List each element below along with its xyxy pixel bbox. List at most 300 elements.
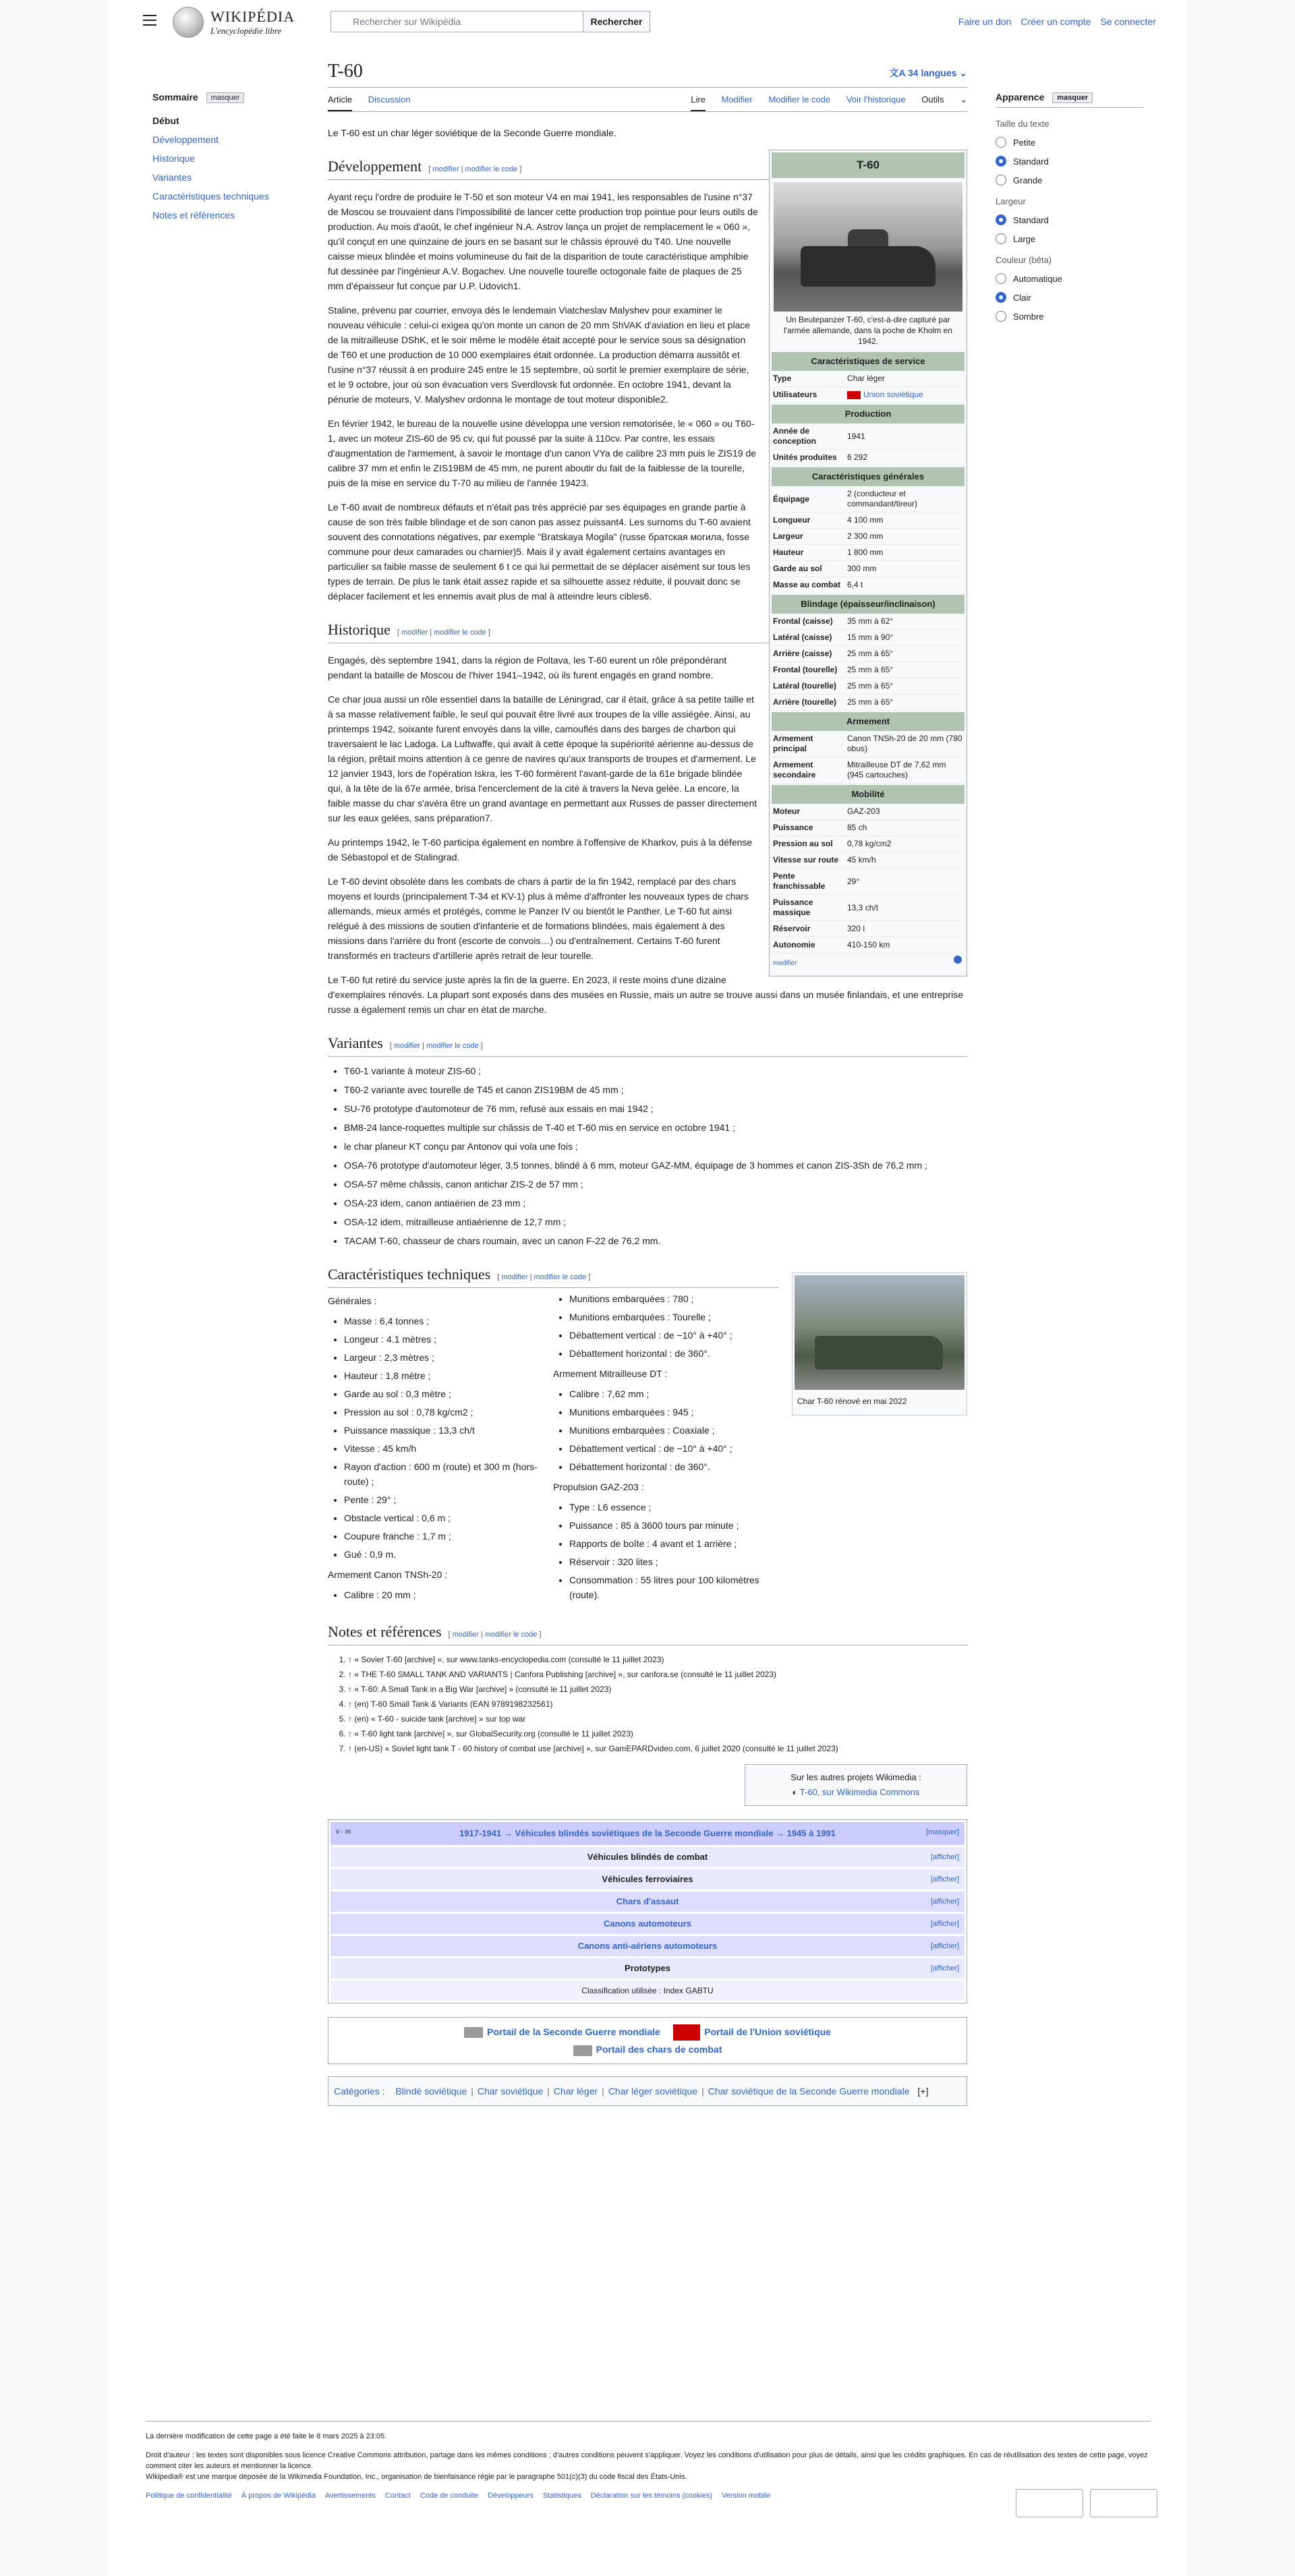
tech-col-1 [328, 1288, 553, 1606]
navbox-hide-button[interactable]: [masquer] [926, 1828, 959, 1836]
infobox-value: 2 300 mm [847, 531, 884, 541]
infobox-key: Hauteur [773, 548, 804, 557]
infobox-key: Pente franchissable [773, 871, 826, 891]
tech-mg-list [569, 1386, 778, 1474]
tech-item: • Obstacle vertical : 0,6 m ; [344, 1511, 553, 1525]
section-heading-var [328, 1036, 967, 1057]
tech-item: • Munitions embarquées : 780 ; [569, 1291, 778, 1306]
navbox-row-label[interactable]: Canons automoteurs [603, 1919, 691, 1929]
tech-item: • Largeur : 2,3 mètres ; [344, 1350, 553, 1365]
section-title-notes: Notes et références [328, 1623, 442, 1640]
navbox-row[interactable] [330, 1869, 965, 1890]
category-link[interactable]: Blindé soviétique [395, 2086, 467, 2097]
footer-links [146, 2490, 1151, 2501]
infobox-row [772, 695, 965, 711]
infobox-value: 410-150 km [847, 940, 890, 949]
appearance-option[interactable] [996, 214, 1144, 225]
toc-item-variantes[interactable]: Variantes [152, 172, 192, 183]
infobox-section-header: Mobilité [772, 785, 965, 804]
appearance-panel [996, 92, 1144, 322]
site-logo[interactable] [210, 8, 295, 36]
page [108, 0, 1187, 2576]
appearance-option-label: Clair [1013, 292, 1031, 303]
tech-item: • Puissance : 85 à 3600 tours par minute ; [569, 1518, 778, 1533]
footer-link[interactable]: Politique de confidentialité [146, 2492, 232, 2500]
tab-article[interactable]: Article [328, 94, 352, 111]
reference-item: 1. ↑ « Sovier T-60 [archive] », sur www.tanks-encyclopedia.com (consulté le 11 juillet 2023) [348, 1652, 967, 1667]
edit-source-link[interactable]: modifier le code [534, 1273, 587, 1281]
category-link[interactable]: Char léger soviétique [608, 2086, 698, 2097]
infobox-value: 35 mm à 62° [847, 616, 894, 626]
last-modified: La dernière modification de cette page a été faite le 8 mars 2025 à 23:05. [146, 2432, 387, 2440]
infobox-row [772, 678, 965, 695]
navbox-row[interactable] [330, 1892, 965, 1912]
radio-button[interactable] [996, 214, 1006, 225]
infobox-value: Canon TNSh-20 de 20 mm (780 obus) [847, 734, 962, 753]
tech-item: • Réservoir : 320 lites ; [569, 1554, 778, 1569]
portal-ussr-link[interactable]: Portail de l'Union soviétique [704, 2026, 831, 2037]
infobox-value: 25 mm à 65° [847, 649, 894, 658]
intro-paragraph: Le T-60 est un char léger soviétique de la Seconde Guerre mondiale. [328, 127, 616, 138]
infobox-image[interactable] [774, 182, 962, 312]
navbox-row-label: Véhicules blindés de combat [587, 1852, 708, 1862]
footer-link[interactable]: Développeurs [488, 2492, 534, 2500]
tech-item: • Rapports de boîte : 4 avant et 1 arrière ; [569, 1536, 778, 1551]
footer-link[interactable]: Version mobile [722, 2492, 771, 2500]
infobox-row [772, 577, 965, 593]
appearance-option-label: Large [1013, 233, 1036, 244]
donate-link[interactable]: Faire un don [958, 16, 1012, 27]
edit-source-link[interactable]: modifier le code [434, 628, 486, 637]
page-title: T-60 [328, 61, 967, 88]
navbox-row-label: Prototypes [625, 1963, 670, 1973]
infobox-value: Mitrailleuse DT de 7,62 mm (945 cartouches) [847, 760, 946, 780]
tech-cannon-list-cont [569, 1291, 778, 1361]
toc-title: Sommaire [152, 92, 198, 103]
tech-item: • Masse : 6,4 tonnes ; [344, 1314, 553, 1328]
license-notice: Droit d'auteur : les textes sont disponibles sous licence Creative Commons attribution, partage dans les mêmes conditions ; d'autres conditions peuvent s'appliquer. Voyez les conditions d'utilisation pour plus de détails, ainsi que les crédits graphiques. En cas de réutilisation des textes de cette page, voyez comment citer les auteurs et mentionner la licence. [146, 2451, 1148, 2470]
footer-link[interactable]: Contact [384, 2492, 411, 2500]
footer-link[interactable]: Statistiques [542, 2492, 581, 2500]
appearance-option-label: Grande [1013, 175, 1043, 185]
trademark-notice: Wikipedia® est une marque déposée de la Wikimedia Foundation, Inc., organisation de bienfaisance régie par le paragraphe 501(c)(3) du code fiscal des États-Unis. [146, 2473, 687, 2481]
infobox-row [772, 757, 965, 784]
infobox-row [772, 921, 965, 937]
portals-box [328, 2017, 967, 2064]
infobox-value: 29° [847, 876, 860, 886]
tech-item: • Débattement vertical : de −10° à +40° ; [569, 1328, 778, 1343]
navbox-row-label[interactable]: Canons anti-aériens automoteurs [577, 1941, 718, 1951]
appearance-option[interactable] [996, 137, 1144, 148]
tech-item: • Débattement horizontal : de 360°. [569, 1459, 778, 1474]
infobox-row [772, 630, 965, 646]
tech-item: • Pente : 29° ; [344, 1492, 553, 1507]
navbox-vm[interactable]: v · m [336, 1828, 351, 1836]
hist-paragraph: Le T-60 devint obsolète dans les combats de chars à partir de la fin 1942, remplacé par des chars moyens et lourds (principalement T-34 et KV-1) plus à même d'affronter les nouveaux types de chars allemands, mieux armés et protégés, comme le Panzer IV ou bientôt le Panther. Le T-60 fut ainsi relégué à des missions de soutien d'infanterie et de formations blindées, mais également à des missions dans l'arrière du front (escorte de convois…) ou d'entraînement. Certains T-60 furent transformés en tracteurs d'artillerie après retrait de leur tourelle. [328, 876, 749, 961]
variant-item: • TACAM T-60, chasseur de chars roumain, avec un canon F-22 de 76,2 mm. [344, 1233, 967, 1248]
infobox-value: 85 ch [847, 823, 867, 832]
radio-button[interactable] [996, 292, 1006, 303]
appearance-option[interactable] [996, 311, 1144, 322]
infobox-key: Latéral (tourelle) [773, 681, 837, 691]
infobox-value: 1941 [847, 431, 865, 441]
navbox-row[interactable] [330, 1936, 965, 1956]
edit-source-link[interactable]: modifier le code [426, 1042, 479, 1050]
tech-item: • Débattement vertical : de −10° à +40° ; [569, 1441, 778, 1456]
section-edit-links: [ modifier | modifier le code ] [397, 628, 490, 637]
navbox-show-button[interactable]: [afficher] [931, 1875, 959, 1883]
user-links [952, 16, 1156, 27]
category-link[interactable]: Char soviétique de la Seconde Guerre mondiale [708, 2086, 910, 2097]
infobox-key: Pression au sol [773, 839, 833, 848]
infobox-key: Largeur [773, 531, 803, 541]
main-content [328, 61, 967, 2106]
infobox-row [772, 561, 965, 577]
site-header [108, 0, 1187, 45]
navbox-show-button[interactable]: [afficher] [931, 1920, 959, 1928]
infobox-section-header: Production [772, 405, 965, 423]
soviet-flag-icon [847, 391, 861, 399]
appearance-option-label: Standard [1013, 214, 1049, 225]
hist-paragraph: Au printemps 1942, le T-60 participa également en nombre à l'offensive de Kharkov, puis à la défense de Sébastopol et de Stalingrad. [328, 837, 753, 862]
tech-general-list [344, 1314, 553, 1562]
infobox-key: Arrière (caisse) [773, 649, 832, 658]
hist-paragraph: Engagés, dès septembre 1941, dans la région de Poltava, les T-60 eurent un rôle prépondérant pendant la bataille de Moscou de l'hiver 1941–1942, où ils furent engagés en grand nombre. [328, 655, 727, 680]
toc-item-historique[interactable]: Historique [152, 153, 196, 165]
infobox-value: 4 100 mm [847, 515, 884, 525]
reference-item: 5. ↑ (en) « T-60 - suicide tank [archive] » sur top war [348, 1711, 967, 1726]
portal-ww2-icon [464, 2027, 483, 2038]
footer-link[interactable]: Avertissements [324, 2492, 376, 2500]
language-count: 34 langues [908, 67, 957, 78]
references-list [348, 1652, 967, 1756]
tech-item: • Calibre : 20 mm ; [344, 1587, 553, 1602]
page-tabs [328, 88, 967, 112]
tech-item: • Pression au sol : 0,78 kg/cm2 ; [344, 1405, 553, 1419]
info-icon[interactable] [954, 956, 962, 964]
infobox-key: Armement principal [773, 734, 813, 753]
tech-item: • Vitesse : 45 km/h [344, 1441, 553, 1456]
tab-read[interactable]: Lire [691, 94, 706, 111]
tech-mg-head: Armement Mitrailleuse DT : [553, 1368, 668, 1379]
reference-item: 4. ↑ (en) T-60 Small Tank & Variants (EAN 9789198232561) [348, 1697, 967, 1711]
infobox-row [772, 529, 965, 545]
section-title-dev: Développement [328, 158, 422, 175]
infobox-key: Vitesse sur route [773, 855, 839, 865]
hist-paragraph: Le T-60 fut retiré du service juste après la fin de la guerre. En 2023, il reste moins d'une dizaine d'exemplaires rénovés. La plupart sont exposés dans des musées en Russie, mais un autre se trouve aussi dans un musée finlandais, et une entreprise russe a également remis un char en état de marche. [328, 974, 963, 1015]
variants-list [344, 1063, 967, 1248]
sister-projects-box [745, 1764, 967, 1806]
appearance-option-label: Sombre [1013, 311, 1044, 322]
variant-item: • BM8-24 lance-roquettes multiple sur châssis de T-40 et T-60 mis en service en octobre 1941 ; [344, 1120, 967, 1135]
categories-more-button[interactable]: [+] [917, 2086, 929, 2097]
edit-link[interactable]: modifier [393, 1042, 421, 1050]
edit-link[interactable]: modifier [401, 628, 428, 637]
tech-item: • Consommation : 55 litres pour 100 kilomètres (route). [569, 1573, 778, 1602]
reference-item: 2. ↑ « THE T-60 SMALL TANK AND VARIANTS | Canfora Publishing [archive] », sur canfora.se (consulté le 11 juillet 2023) [348, 1667, 967, 1682]
dev-paragraph: Ayant reçu l'ordre de produire le T-50 et son moteur V4 en mai 1941, les responsables de l'usine n°37 de Moscou se trouvaient dans l'impossibilité de lancer cette production trop pointue pour leurs outils de production. Au mois d'août, le chef ingénieur N.A. Astrov lança un projet de remplacement le « 060 », qu'il conçut en une quinzaine de jours en se basant sur le châssis éprouvé du T40. Une nouvelle caisse mieux blindée et moins volumineuse du fait de la disparition de toute caractéristique amphibie fut dessinée par l'ingénieur A.V. Bogachev. Une nouvelle tourelle octogonale faite de plaques de 25 mm d'épaisseur fut conçue par U.P. Udovich1. [328, 192, 758, 291]
navbox [328, 1819, 967, 2003]
variant-item: • le char planeur KT conçu par Antonov qui vola une fois ; [344, 1139, 967, 1154]
appearance-option[interactable] [996, 273, 1144, 284]
variant-item: • OSA-57 même châssis, canon antichar ZIS-2 de 57 mm ; [344, 1177, 967, 1192]
license-text [146, 2450, 1151, 2482]
variant-item: • T60-2 variante avec tourelle de T45 et canon ZIS19BM de 45 mm ; [344, 1082, 967, 1097]
infobox-key: Type [773, 374, 792, 383]
dev-paragraph: En février 1942, le bureau de la nouvelle usine développa une version remotorisée, le « 060 » ou T60-1, avec un moteur ZIS-60 de 95 cv, qui fut poussé par la suite à 110cv. Par contre, les essais d'augmentation de l'armement, à savoir le montage d'un canon VYa de calibre 23 mm puis le ZIS19 de calibre 37 mm et enfin le ZIS19BM de 45 mm, ne purent aboutir du fait de la faiblesse de la tourelle, puis de la mise en service du T-70 au milieu de l'année 19423. [328, 418, 757, 488]
navbox-show-button[interactable]: [afficher] [931, 1898, 959, 1906]
infobox-row [772, 804, 965, 820]
tech-item: • Munitions embarquées : 945 ; [569, 1405, 778, 1419]
infobox-value: 6,4 t [847, 580, 863, 589]
infobox-row [772, 836, 965, 852]
table-of-contents [152, 92, 287, 221]
tech-item: • Coupure franche : 1,7 m ; [344, 1529, 553, 1544]
infobox-row [772, 820, 965, 836]
infobox-value: GAZ-203 [847, 807, 880, 816]
tech-col-2 [553, 1288, 778, 1606]
infobox-row [772, 614, 965, 630]
appearance-option-label: Automatique [1013, 273, 1062, 284]
infobox-section-header: Caractéristiques générales [772, 467, 965, 486]
hist-paragraph: Ce char joua aussi un rôle essentiel dans la bataille de Léningrad, car il était, grâce à sa petite taille et à sa masse relativement faible, le seul qui pouvait être livré aux troupes de la ville assiégée. Ainsi, au printemps 1942, soixante furent envoyés dans la ville, camouflés dans des barges de charbon qui traversaient le lac Ladoga. La Luftwaffe, qui avait à cette époque la supériorité aérienne au-dessus de la région, prêtait moins attention à ce genre de navires qu'aux transports de troupes et d'armement. Le 12 janvier 1943, lors de l'opération Iskra, les T-60 formèrent l'avant-garde de la 61e brigade blindée qui, à la tête de la 67e armée, brisa l'encerclement de la cité à travers la Neva gelée. La encore, la faible masse du char s'avéra être un grand avantage en permettant aux Russes de passer directement sur les eaux gelées, sans préparation7. [328, 694, 757, 823]
section-edit-links: [ modifier | modifier le code ] [497, 1273, 591, 1281]
portal-ww2-link[interactable]: Portail de la Seconde Guerre mondiale [487, 2026, 660, 2037]
navbox-footer: Classification utilisée : Index GABTU [330, 1981, 965, 2001]
infobox-row [772, 450, 965, 466]
appearance-option-label: Standard [1013, 156, 1049, 167]
tab-history[interactable]: Voir l'historique [846, 94, 906, 105]
search-button[interactable]: Rechercher [583, 11, 650, 32]
radio-button[interactable] [996, 156, 1006, 167]
infobox-key: Longueur [773, 515, 811, 525]
navbox-show-button[interactable]: [afficher] [931, 1964, 959, 1972]
navbox-title [330, 1822, 965, 1845]
commons-icon: ◐ [792, 1787, 798, 1797]
infobox-key: Utilisateurs [773, 390, 817, 399]
tech-section [328, 1267, 967, 1606]
category-link[interactable]: Char léger [553, 2086, 598, 2097]
infobox-row [772, 545, 965, 561]
navbox-show-button[interactable]: [afficher] [931, 1853, 959, 1861]
infobox-row [772, 852, 965, 869]
mediawiki-badge[interactable] [1090, 2489, 1157, 2517]
categories-label[interactable]: Catégories : [334, 2086, 385, 2097]
infobox-row [772, 731, 965, 757]
tab-tools-label: Outils [921, 94, 944, 105]
language-button[interactable]: 文A 34 langues ⌄ [889, 67, 967, 78]
infobox-value: 0,78 kg/cm2 [847, 839, 892, 848]
footer-link[interactable]: À propos de Wikipédia [241, 2492, 316, 2500]
tech-item: • Hauteur : 1,8 mètre ; [344, 1368, 553, 1383]
infobox-row [772, 662, 965, 678]
portal-tanks-icon [573, 2045, 592, 2056]
appearance-groups [996, 119, 1144, 322]
navbox-row-label[interactable]: Chars d'assaut [616, 1896, 679, 1906]
navbox-row[interactable] [330, 1847, 965, 1867]
infobox-value: 6 292 [847, 452, 868, 462]
portal-tanks-link[interactable]: Portail des chars de combat [596, 2044, 722, 2055]
tech-item: • Calibre : 7,62 mm ; [569, 1386, 778, 1401]
infobox-key: Puissance massique [773, 898, 813, 917]
toc-item-debut[interactable]: Début [152, 115, 179, 127]
infobox-key: Latéral (caisse) [773, 633, 832, 642]
wikimedia-badge[interactable] [1016, 2489, 1083, 2517]
edit-source-link[interactable]: modifier le code [465, 165, 518, 173]
appearance-option[interactable] [996, 233, 1144, 244]
appearance-option-label: Petite [1013, 137, 1036, 148]
tech-thumbnail-image[interactable] [795, 1275, 965, 1390]
category-items [387, 2086, 909, 2097]
reference-item: 3. ↑ « T-60: A Small Tank in a Big War [archive] » (consulté le 11 juillet 2023) [348, 1682, 967, 1697]
create-account-link[interactable]: Créer un compte [1020, 16, 1091, 27]
search-input[interactable]: Rechercher sur Wikipédia [330, 11, 583, 32]
infobox-value [847, 390, 963, 400]
tech-engine-list [569, 1500, 778, 1602]
section-title-var: Variantes [328, 1034, 383, 1051]
variant-item: • OSA-12 idem, mitrailleuse antiaérienne de 12,7 mm ; [344, 1214, 967, 1229]
radio-button[interactable] [996, 311, 1006, 322]
tech-thumbnail[interactable] [792, 1272, 967, 1415]
infobox-value: 45 km/h [847, 855, 876, 865]
tech-item: • Rayon d'action : 600 m (route) et 300 m (hors-route) ; [344, 1459, 553, 1489]
infobox-footer [772, 954, 965, 974]
infobox-row [772, 387, 965, 403]
commons-link[interactable]: T-60, sur Wikimedia Commons [799, 1787, 920, 1797]
infobox-key: Armement secondaire [773, 760, 816, 780]
infobox [769, 150, 967, 976]
logo-tagline: L'encyclopédie libre [210, 26, 282, 36]
wikipedia-globe-icon[interactable] [173, 7, 204, 38]
category-separator: | [701, 2086, 704, 2097]
tech-item: • Munitions embarquées : Coaxiale ; [569, 1423, 778, 1438]
variant-item: • SU-76 prototype d'automoteur de 76 mm, refusé aux essais en mai 1942 ; [344, 1101, 967, 1116]
tech-item: • Type : L6 essence ; [569, 1500, 778, 1515]
toc-item-developpement[interactable]: Développement [152, 134, 219, 146]
tech-thumbnail-caption: Char T-60 rénové en mai 2022 [797, 1397, 907, 1406]
logo-wordmark: WIKIPÉDIA [210, 8, 295, 25]
infobox-edit-link[interactable]: modifier [773, 960, 797, 967]
infobox-row [772, 895, 965, 921]
tech-item: • Garde au sol : 0,3 mètre ; [344, 1386, 553, 1401]
appearance-option[interactable] [996, 292, 1144, 303]
navbox-row-label: Véhicules ferroviaires [602, 1874, 693, 1884]
radio-button[interactable] [996, 233, 1006, 244]
infobox-key: Unités produites [773, 452, 837, 462]
navbox-rows [330, 1847, 965, 1979]
infobox-caption: Un Beutepanzer T-60, c'est-à-dire capturé par l'armée allemande, dans la poche de Kholm en 1942. [784, 315, 952, 346]
infobox-value: 25 mm à 65° [847, 665, 894, 674]
infobox-row [772, 937, 965, 954]
infobox-row [772, 486, 965, 513]
category-separator: | [602, 2086, 604, 2097]
tech-engine-head: Propulsion GAZ-203 : [553, 1482, 644, 1492]
footer-link[interactable]: Déclaration sur les témoins (cookies) [590, 2492, 713, 2500]
navbox-title-text[interactable]: 1917-1941 → Véhicules blindés soviétiques de la Seconde Guerre mondiale → 1945 à 1991 [459, 1828, 836, 1838]
edit-link[interactable]: modifier [432, 165, 459, 173]
edit-link[interactable]: modifier [501, 1273, 528, 1281]
infobox-value: 2 (conducteur et commandant/tireur) [847, 489, 918, 508]
infobox-value: Char léger [847, 374, 886, 383]
section-heading-notes [328, 1624, 967, 1645]
infobox-row [772, 423, 965, 450]
infobox-key: Frontal (caisse) [773, 616, 833, 626]
tech-item: • Longeur : 4.1 mètres ; [344, 1332, 553, 1347]
appearance-group-label: Largeur [996, 196, 1026, 207]
navbox-row[interactable] [330, 1914, 965, 1934]
infobox-value: 15 mm à 90° [847, 633, 894, 642]
portal-ussr-icon [673, 2024, 700, 2041]
login-link[interactable]: Se connecter [1100, 16, 1156, 27]
navbox-show-button[interactable]: [afficher] [931, 1942, 959, 1950]
appearance-title: Apparence [996, 92, 1045, 103]
infobox-value: 320 l [847, 924, 865, 933]
infobox-row [772, 646, 965, 662]
navbox-row[interactable] [330, 1958, 965, 1979]
section-edit-links: [ modifier | modifier le code ] [428, 165, 522, 173]
article-body [328, 125, 967, 2106]
appearance-option[interactable] [996, 175, 1144, 185]
edit-link[interactable]: modifier [452, 1631, 479, 1639]
infobox-value: 13,3 ch/t [847, 902, 879, 912]
infobox-key: Moteur [773, 807, 800, 816]
main-menu-icon[interactable] [143, 15, 156, 26]
infobox-sections [772, 352, 965, 954]
infobox-key: Garde au sol [773, 564, 822, 573]
toc-hide-button[interactable]: masquer [206, 92, 245, 103]
infobox-key: Année de conception [773, 426, 817, 446]
tab-edit-source[interactable]: Modifier le code [768, 94, 831, 105]
radio-button[interactable] [996, 175, 1006, 185]
appearance-option[interactable] [996, 156, 1144, 167]
infobox-row [772, 371, 965, 387]
infobox-value-link[interactable]: Union soviétique [863, 390, 923, 399]
appearance-group-label: Taille du texte [996, 119, 1049, 129]
reference-item: 7. ↑ (en-US) « Soviet light tank T - 60 history of combat use [archive] », sur GamEPARDvideo.com, 6 juillet 2020 (consulté le 11 juillet 2023) [348, 1741, 967, 1756]
tech-item: • Débattement horizontal : de 360°. [569, 1346, 778, 1361]
infobox-key: Réservoir [773, 924, 811, 933]
tech-general-head: Générales : [328, 1295, 377, 1306]
section-title-tech: Caractéristiques techniques [328, 1266, 491, 1283]
radio-button[interactable] [996, 273, 1006, 284]
infobox-row [772, 513, 965, 529]
infobox-section-header: Caractéristiques de service [772, 352, 965, 371]
toc-item-caracteristiques[interactable]: Caractéristiques techniques [152, 191, 269, 202]
appearance-hide-button[interactable]: masquer [1052, 92, 1093, 103]
tab-edit[interactable]: Modifier [721, 94, 753, 105]
variant-item: • OSA-76 prototype d'automoteur léger, 3,5 tonnes, blindé à 6 mm, moteur GAZ-MM, équipage de 3 hommes et canon ZIS-3Sh de 76,2 mm ; [344, 1158, 967, 1173]
tab-discussion[interactable]: Discussion [368, 94, 411, 105]
section-edit-links: [ modifier | modifier le code ] [389, 1042, 483, 1050]
edit-source-link[interactable]: modifier le code [484, 1631, 538, 1639]
category-separator: | [471, 2086, 473, 2097]
section-title-hist: Historique [328, 621, 391, 638]
infobox-section-header: Armement [772, 712, 965, 731]
footer-link[interactable]: Code de conduite [420, 2492, 479, 2500]
category-link[interactable]: Char soviétique [477, 2086, 544, 2097]
tab-tools[interactable]: Outils ⌄ [921, 94, 967, 105]
section-heading-tech [328, 1267, 778, 1288]
infobox-section-header: Blindage (épaisseur/inclinaison) [772, 595, 965, 614]
tech-item: • Puissance massique : 13,3 ch/t [344, 1423, 553, 1438]
infobox-key: Autonomie [773, 940, 815, 949]
dev-paragraph: Le T-60 avait de nombreux défauts et n'était pas très apprécié par ses équipages en grande partie à cause de son très faible blindage et de son canon pas assez puissant4. Les surnoms du T-60 avaient souvent des connotations négatives, par exemple "Bratskaya Mogila" (russe братская могила, fosse commune pour deux camarades ou charnier)5. Mais il y avait également certains avantages en particulier sa faible masse de seulement 6 t ce qui lui permettait de se déplacer aisément sur tous les types de terrain. De plus le tank était assez rapide et sa silhouette assez réduite, il pouvait donc se déplacer facilement et les ennemis avait plus de mal à atteindre leurs cibles6. [328, 502, 751, 602]
infobox-value: 25 mm à 65° [847, 697, 894, 707]
tech-item: • Gué : 0,9 m. [344, 1547, 553, 1562]
radio-button[interactable] [996, 137, 1006, 148]
toc-item-notes[interactable]: Notes et références [152, 210, 235, 221]
tech-cannon-list [344, 1587, 553, 1602]
